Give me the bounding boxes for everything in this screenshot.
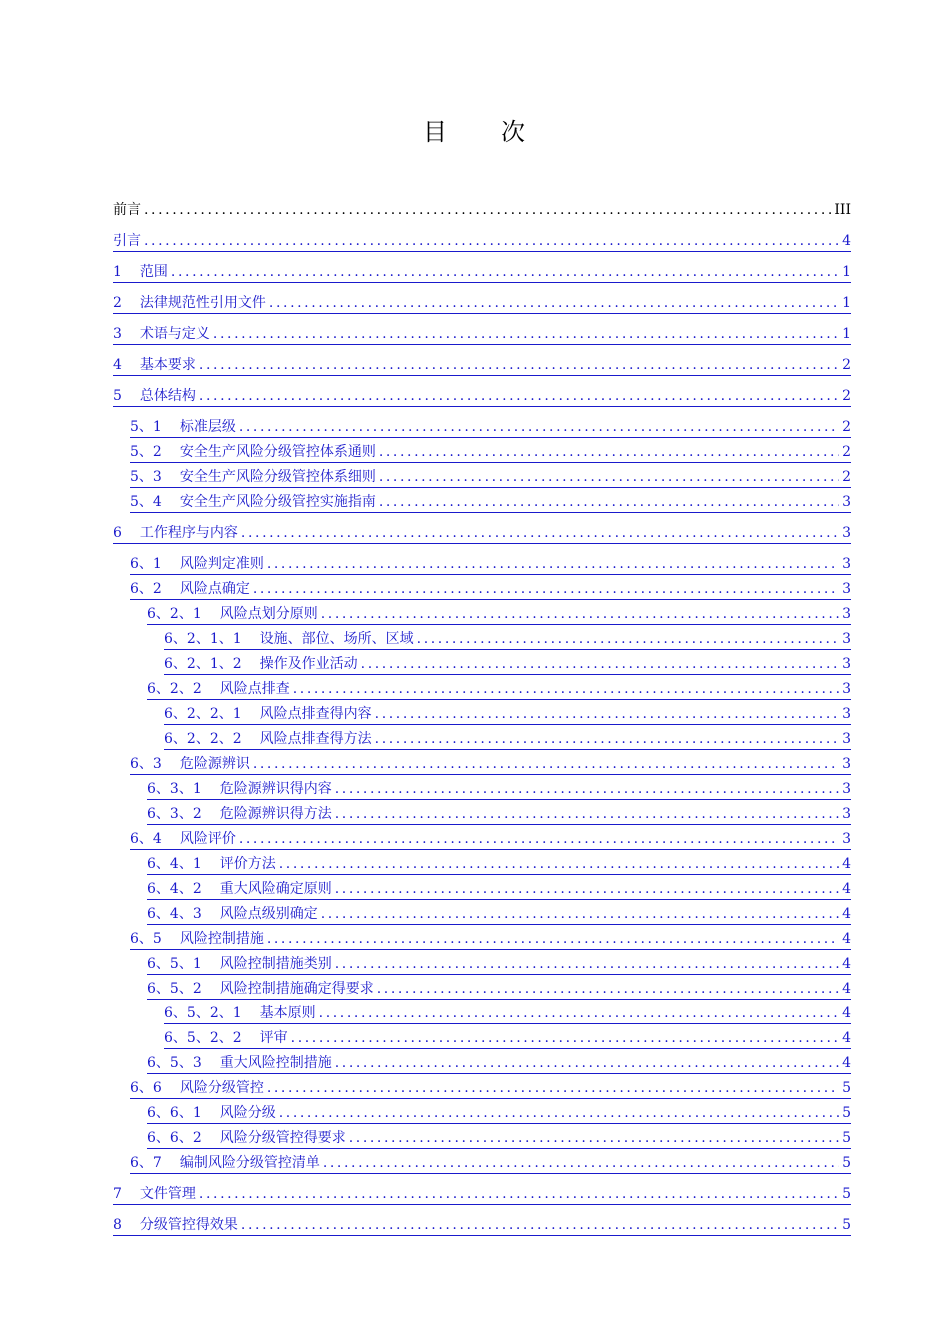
toc-entry-page-number: 3: [842, 706, 851, 722]
toc-entry-label: 风险控制措施确定得要求: [219, 981, 374, 997]
toc-entry-page-number: 4: [842, 856, 851, 872]
toc-entry[interactable]: [147, 954, 851, 975]
toc-dot-leader: [241, 523, 839, 543]
toc-dot-leader: [361, 654, 839, 674]
toc-entry-number: 6、3、2: [147, 806, 202, 822]
toc-entry[interactable]: [164, 629, 851, 650]
toc-entry-label: 风险分级管控得要求: [219, 1130, 346, 1146]
toc-entry-label: 风险点排查得内容: [259, 706, 372, 722]
toc-entry-label: 危险源辨识得方法: [219, 806, 332, 822]
toc-dot-leader: [253, 754, 839, 774]
toc-entry-page-number: 3: [842, 556, 851, 572]
toc-dot-leader: [267, 554, 839, 574]
toc-dot-leader: [241, 1215, 839, 1235]
toc-entry[interactable]: [147, 854, 851, 875]
toc-entry-page-number: 3: [842, 831, 851, 847]
toc-dot-leader: [349, 1128, 839, 1148]
toc-dot-leader: [171, 262, 839, 282]
toc-entry-label: 风险评价: [179, 831, 236, 847]
toc-entry-label: 基本原则: [259, 1005, 316, 1021]
toc-entry-number: 6、2、2: [147, 681, 202, 697]
toc-dot-leader: [379, 467, 839, 487]
toc-entry-label: 总体结构: [139, 388, 196, 404]
toc-entry-number: 6、6、1: [147, 1105, 202, 1121]
toc-dot-leader: [335, 1053, 839, 1073]
toc-dot-leader: [144, 231, 839, 251]
toc-entry-label: 风险点级别确定: [219, 906, 318, 922]
toc-entry[interactable]: [130, 492, 851, 513]
toc-entry-number: 5、2: [130, 444, 162, 460]
toc-entry-label: 风险点排查得方法: [259, 731, 372, 747]
toc-entry[interactable]: [113, 262, 851, 283]
toc-entry-label: 操作及作业活动: [259, 656, 358, 672]
toc-entry-label: 风险点确定: [179, 581, 250, 597]
toc-entry-label: 风险点划分原则: [219, 606, 318, 622]
toc-entry[interactable]: [147, 879, 851, 900]
toc-entry-label: 设施、部位、场所、区域: [259, 631, 414, 647]
toc-dot-leader: [377, 979, 839, 999]
toc-entry[interactable]: [130, 929, 851, 950]
toc-entry[interactable]: [147, 1053, 851, 1074]
toc-entry-number: 6、6: [130, 1080, 162, 1096]
toc-entry-number: 6、2、1、2: [164, 656, 242, 672]
toc-entry-page-number: 3: [842, 681, 851, 697]
toc-entry[interactable]: [147, 1103, 851, 1124]
toc-dot-leader: [323, 1153, 839, 1173]
toc-entry-number: 6、5: [130, 931, 162, 947]
toc-entry-page-number: III: [834, 202, 851, 218]
toc-entry-label: 范围: [139, 264, 168, 280]
toc-entry-number: 6、2、2、1: [164, 706, 242, 722]
toc-dot-leader: [335, 879, 839, 899]
toc-dot-leader: [279, 854, 839, 874]
toc-entry[interactable]: [130, 579, 851, 600]
toc-entry[interactable]: [113, 293, 851, 314]
toc-dot-leader: [291, 1028, 839, 1048]
toc-dot-leader: [335, 954, 839, 974]
toc-entry[interactable]: [164, 729, 851, 750]
toc-entry-number: 5、4: [130, 494, 162, 510]
toc-entry[interactable]: [147, 679, 851, 700]
toc-entry[interactable]: [130, 1078, 851, 1099]
toc-entry-page-number: 5: [842, 1130, 851, 1146]
toc-entry-page-number: 5: [842, 1105, 851, 1121]
toc-entry-number: 6: [113, 525, 122, 541]
toc-entry-label: 文件管理: [139, 1186, 196, 1202]
toc-entry-label: 安全生产风险分级管控体系细则: [179, 469, 376, 485]
toc-entry-label: 分级管控得效果: [139, 1217, 238, 1233]
toc-dot-leader: [335, 804, 839, 824]
toc-entry-page-number: 3: [842, 525, 851, 541]
toc-entry-label: 术语与定义: [139, 326, 210, 342]
toc-entry-label: 安全生产风险分级管控实施指南: [179, 494, 376, 510]
toc-entry-label: 风险判定准则: [179, 556, 264, 572]
toc-entry-label: 引言: [113, 233, 141, 249]
toc-entry-label: 风险控制措施类别: [219, 956, 332, 972]
toc-dot-leader: [239, 829, 839, 849]
toc-dot-leader: [199, 355, 839, 375]
toc-entry-page-number: 3: [842, 806, 851, 822]
toc-entry[interactable]: [113, 1215, 851, 1236]
toc-entry-label: 风险分级: [219, 1105, 276, 1121]
toc-entry-number: 5: [113, 388, 122, 404]
toc-dot-leader: [319, 1003, 839, 1023]
toc-entry[interactable]: [164, 1003, 851, 1024]
toc-entry-number: 1: [113, 264, 122, 280]
title-char-2: 次: [501, 118, 527, 146]
toc-entry-number: 6、4、1: [147, 856, 202, 872]
toc-entry-number: 6、2: [130, 581, 162, 597]
toc-entry-number: 8: [113, 1217, 122, 1233]
toc-entry-page-number: 2: [842, 388, 851, 404]
toc-entry-number: 6、6、2: [147, 1130, 202, 1146]
title-char-1: 目: [423, 118, 449, 146]
toc-entry-label: 安全生产风险分级管控体系通则: [179, 444, 376, 460]
toc-entry-page-number: 5: [842, 1080, 851, 1096]
toc-dot-leader: [199, 386, 839, 406]
toc-entry-number: 6、1: [130, 556, 162, 572]
toc-entry-label: 前言: [113, 202, 141, 218]
toc-entry-page-number: 5: [842, 1155, 851, 1171]
toc-entry-page-number: 3: [842, 656, 851, 672]
toc-entry-page-number: 2: [842, 357, 851, 373]
toc-entry-page-number: 4: [842, 233, 851, 249]
toc-dot-leader: [267, 1078, 839, 1098]
toc-entry-page-number: 3: [842, 581, 851, 597]
toc-entry-label: 危险源辨识得内容: [219, 781, 332, 797]
toc-entry[interactable]: [113, 355, 851, 376]
toc-entry-number: 6、4、3: [147, 906, 202, 922]
toc-entry-page-number: 1: [842, 326, 851, 342]
toc-entry-number: 6、2、1: [147, 606, 202, 622]
toc-dot-leader: [335, 779, 839, 799]
toc-dot-leader: [375, 704, 839, 724]
toc-dot-leader: [321, 904, 839, 924]
toc-entry-number: 6、3、1: [147, 781, 202, 797]
toc-entry-page-number: 2: [842, 444, 851, 460]
toc-entry-page-number: 4: [842, 931, 851, 947]
toc-entry-page-number: 1: [842, 264, 851, 280]
toc-entry-label: 风险控制措施: [179, 931, 264, 947]
toc-dot-leader: [267, 929, 839, 949]
toc-entry-number: 6、2、2、2: [164, 731, 242, 747]
toc-dot-leader: [417, 629, 839, 649]
toc-dot-leader: [269, 293, 839, 313]
toc-dot-leader: [213, 324, 839, 344]
toc-entry-label: 重大风险控制措施: [219, 1055, 332, 1071]
toc-entry[interactable]: [147, 904, 851, 925]
toc-dot-leader: [321, 604, 839, 624]
toc-entry-page-number: 3: [842, 631, 851, 647]
toc-entry-number: 3: [113, 326, 122, 342]
toc-entry-label: 标准层级: [179, 419, 236, 435]
toc-entry-page-number: 4: [842, 1005, 851, 1021]
toc-dot-leader: [239, 417, 839, 437]
toc-entry-page-number: 4: [842, 906, 851, 922]
toc-entry-number: 5、3: [130, 469, 162, 485]
toc-entry-page-number: 3: [842, 781, 851, 797]
toc-dot-leader: [293, 679, 839, 699]
toc-entry-label: 危险源辨识: [179, 756, 250, 772]
toc-entry-label: 评价方法: [219, 856, 276, 872]
toc-entry-label: 工作程序与内容: [139, 525, 238, 541]
toc-entry[interactable]: [164, 654, 851, 675]
toc-entry[interactable]: [147, 1128, 851, 1149]
toc-entry-page-number: 4: [842, 956, 851, 972]
toc-entry-label: 评审: [259, 1030, 288, 1046]
toc-entry[interactable]: [130, 554, 851, 575]
toc-entry-number: 6、5、2、2: [164, 1030, 242, 1046]
toc-entry[interactable]: [130, 754, 851, 775]
toc-entry[interactable]: [147, 604, 851, 625]
toc-entry[interactable]: [147, 804, 851, 825]
toc-entry[interactable]: [130, 442, 851, 463]
toc-entry[interactable]: [130, 1153, 851, 1174]
toc-entry-page-number: 4: [842, 1055, 851, 1071]
toc-entry[interactable]: [164, 1028, 851, 1049]
toc-entry-page-number: 4: [842, 981, 851, 997]
toc-entry[interactable]: [113, 1184, 851, 1205]
toc-entry-page-number: 1: [842, 295, 851, 311]
toc-entry-number: 6、3: [130, 756, 162, 772]
toc-entry-page-number: 3: [842, 731, 851, 747]
toc-dot-leader: [379, 442, 839, 462]
toc-entry[interactable]: [113, 523, 851, 544]
toc-entry-page-number: 3: [842, 494, 851, 510]
toc-entry-number: 6、5、2: [147, 981, 202, 997]
toc-entry-number: 6、4: [130, 831, 162, 847]
toc-entry-number: 5、1: [130, 419, 162, 435]
toc-entry[interactable]: [147, 779, 851, 800]
toc-entry[interactable]: [130, 467, 851, 488]
toc-dot-leader: [279, 1103, 839, 1123]
toc-entry[interactable]: [113, 231, 851, 252]
toc-entry[interactable]: [113, 324, 851, 345]
toc-entry-number: 4: [113, 357, 122, 373]
toc-entry-label: 编制风险分级管控清单: [179, 1155, 320, 1171]
toc-entry[interactable]: [113, 386, 851, 407]
toc-entry[interactable]: [130, 829, 851, 850]
toc-entry: [113, 200, 851, 220]
toc-entry-label: 法律规范性引用文件: [139, 295, 266, 311]
toc-entry-number: 6、2、1、1: [164, 631, 242, 647]
toc-entry-label: 重大风险确定原则: [219, 881, 332, 897]
toc-entry[interactable]: [147, 979, 851, 1000]
toc-entry-page-number: 2: [842, 469, 851, 485]
toc-entry-label: 风险点排查: [219, 681, 290, 697]
toc-entry-number: 2: [113, 295, 122, 311]
toc-entry-page-number: 5: [842, 1186, 851, 1202]
toc-dot-leader: [379, 492, 839, 512]
toc-entry-page-number: 4: [842, 1030, 851, 1046]
toc-entry[interactable]: [130, 417, 851, 438]
toc-entry-number: 6、4、2: [147, 881, 202, 897]
toc-entry[interactable]: [164, 704, 851, 725]
toc-entry-number: 6、7: [130, 1155, 162, 1171]
toc-dot-leader: [253, 579, 839, 599]
toc-entry-page-number: 4: [842, 881, 851, 897]
toc-entry-page-number: 3: [842, 606, 851, 622]
toc-entry-number: 6、5、2、1: [164, 1005, 242, 1021]
toc-entry-page-number: 3: [842, 756, 851, 772]
toc-entry-label: 基本要求: [139, 357, 196, 373]
toc-entry-label: 风险分级管控: [179, 1080, 264, 1096]
toc-entry-number: 7: [113, 1186, 122, 1202]
toc-dot-leader: [144, 200, 831, 220]
toc-entry-number: 6、5、3: [147, 1055, 202, 1071]
toc-entry-page-number: 5: [842, 1217, 851, 1233]
toc-dot-leader: [375, 729, 839, 749]
toc-dot-leader: [199, 1184, 839, 1204]
toc-entry-number: 6、5、1: [147, 956, 202, 972]
toc-entry-page-number: 2: [842, 419, 851, 435]
